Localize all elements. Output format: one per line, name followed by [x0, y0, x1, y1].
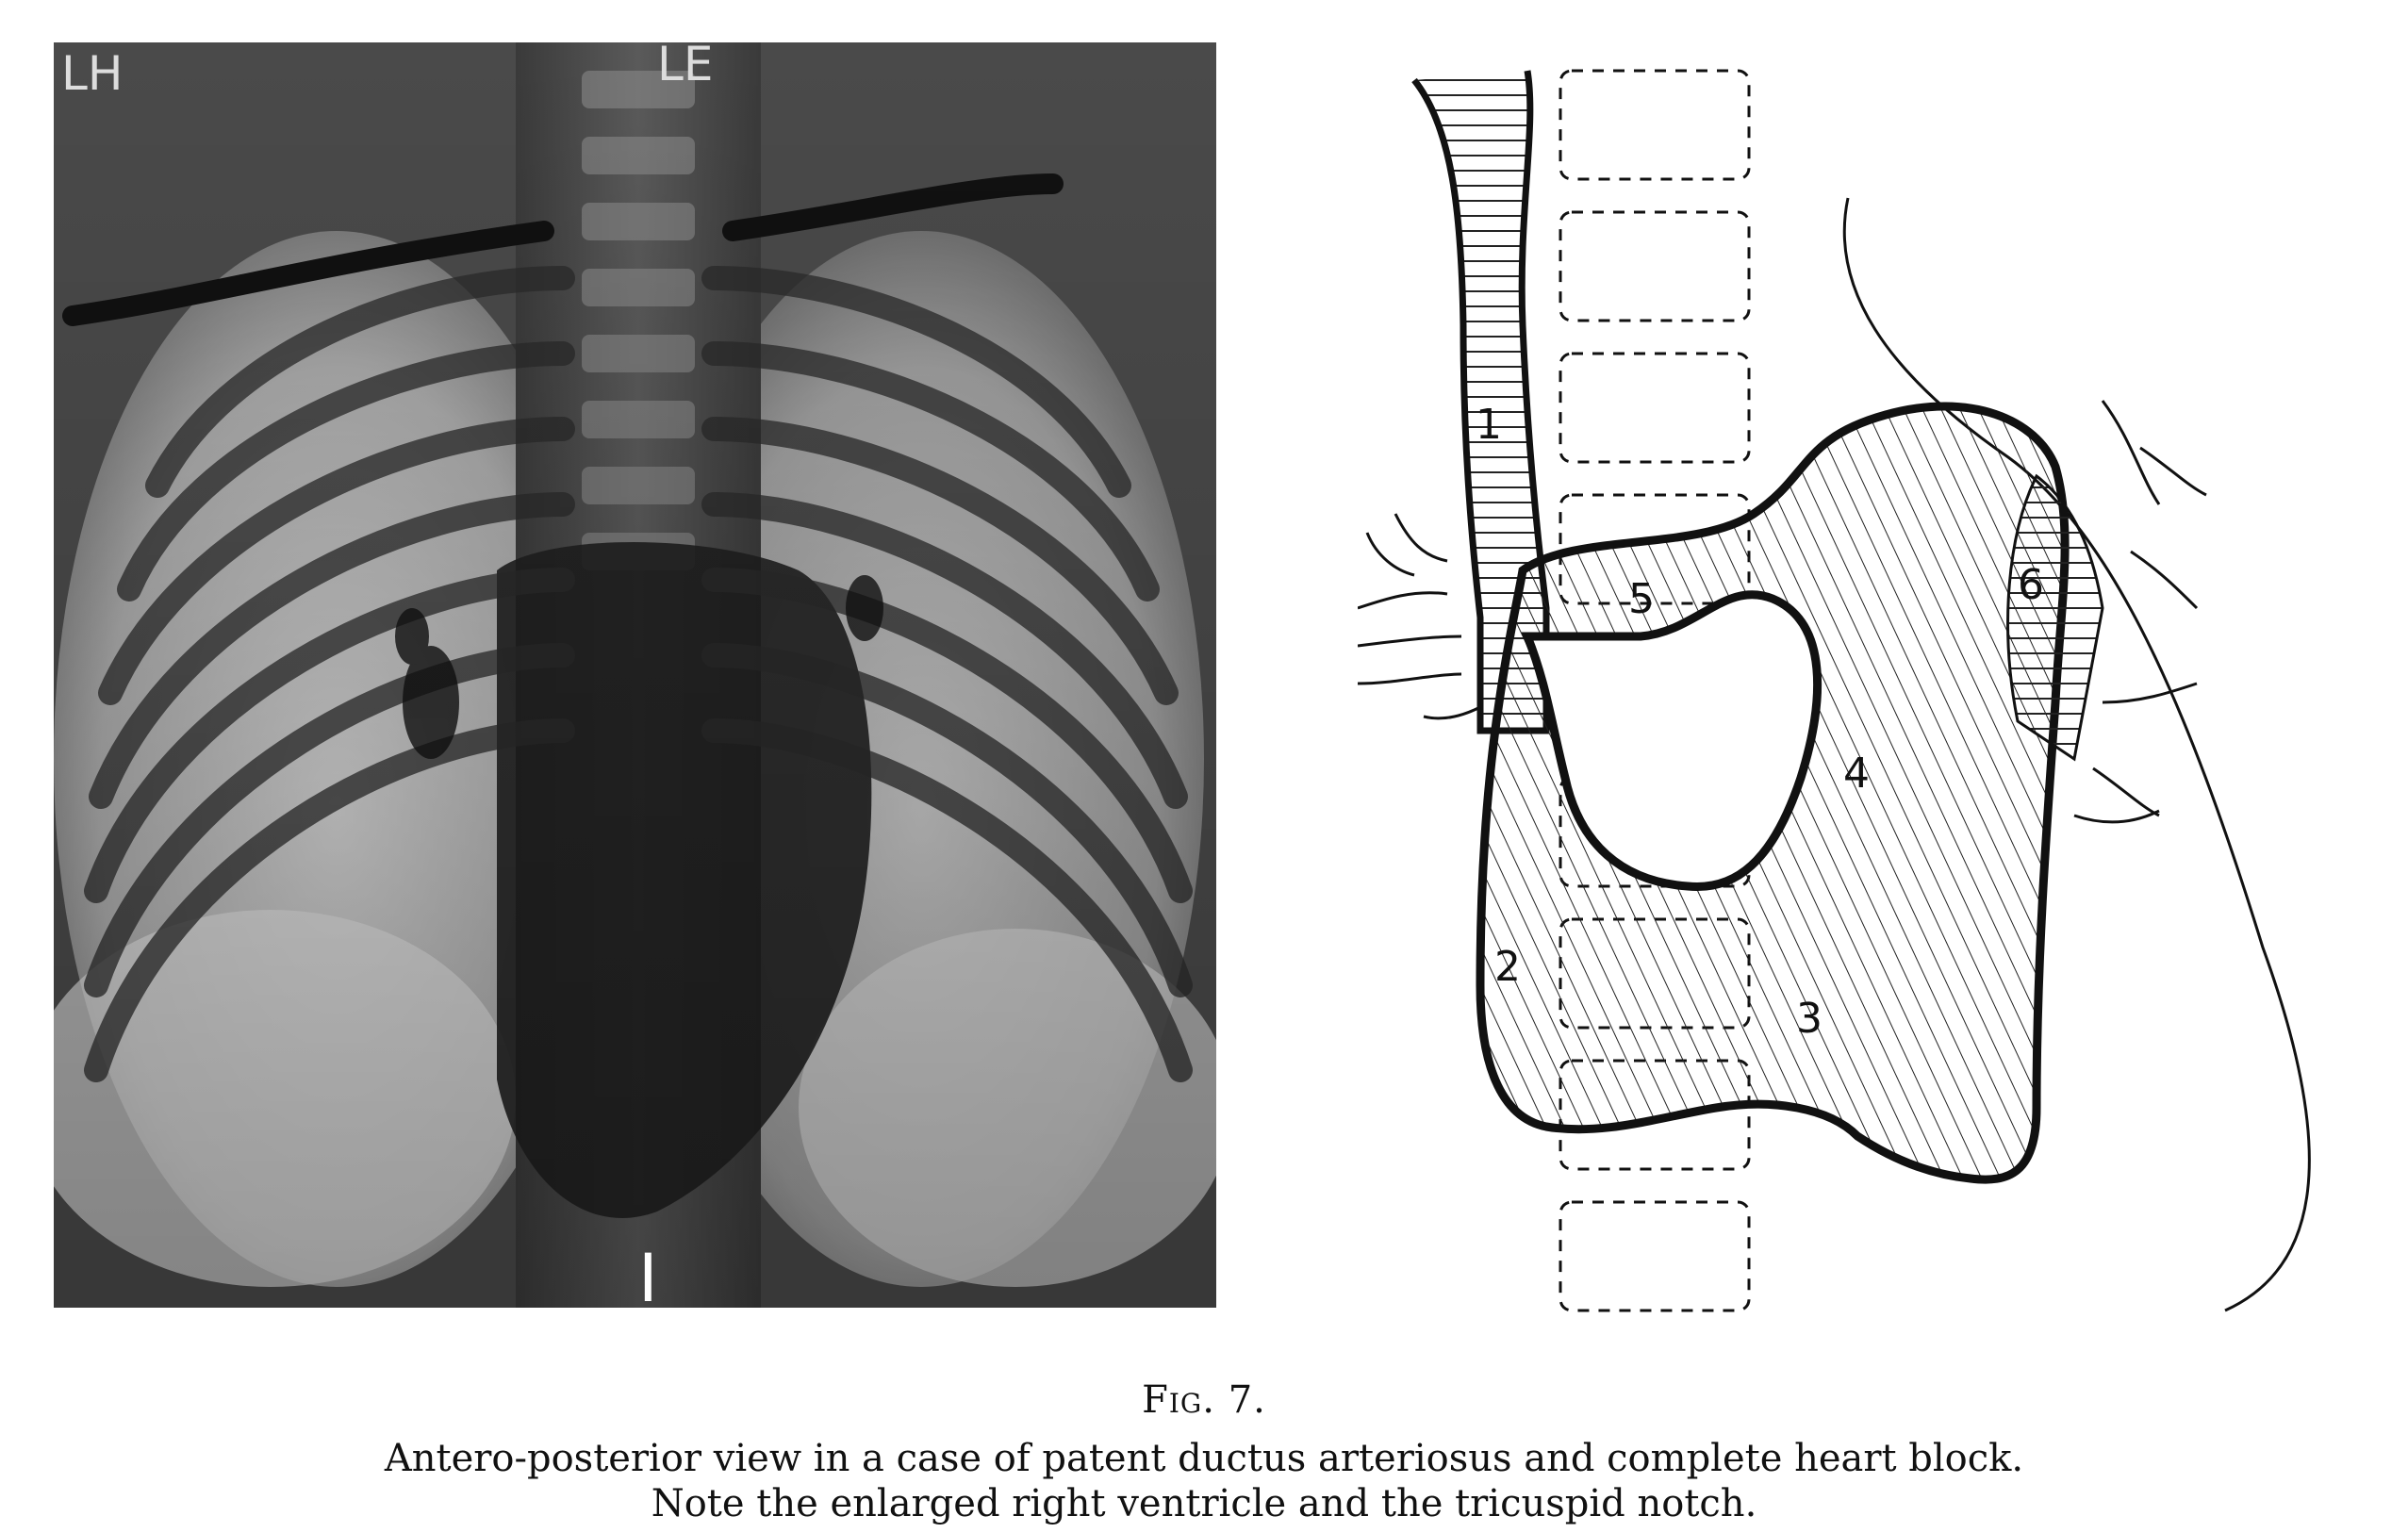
figure-caption-line-1: Antero-posterior view in a case of patent ductus arteriosus and complete heart block. [384, 1437, 2024, 1480]
label-4: 4 [1843, 750, 1870, 798]
figure-caption-line-2: Note the enlarged right ventricle and the tricuspid notch. [651, 1482, 1757, 1525]
chest-xray-image [54, 42, 1216, 1308]
region-6-pulmonary [2008, 476, 2103, 759]
label-6: 6 [2018, 561, 2044, 609]
figure-label: Fig. 7. [1142, 1378, 1266, 1422]
label-5: 5 [1628, 575, 1655, 623]
left-hilar-branches [1358, 514, 1480, 718]
film-top-mark: LE [657, 42, 714, 91]
label-3: 3 [1796, 995, 1822, 1043]
heart-outline-diagram [1358, 42, 2404, 1325]
label-2: 2 [1494, 943, 1521, 991]
film-marker: I [638, 1240, 658, 1308]
label-1: 1 [1476, 401, 1502, 449]
film-corner-mark: LH [61, 46, 124, 101]
